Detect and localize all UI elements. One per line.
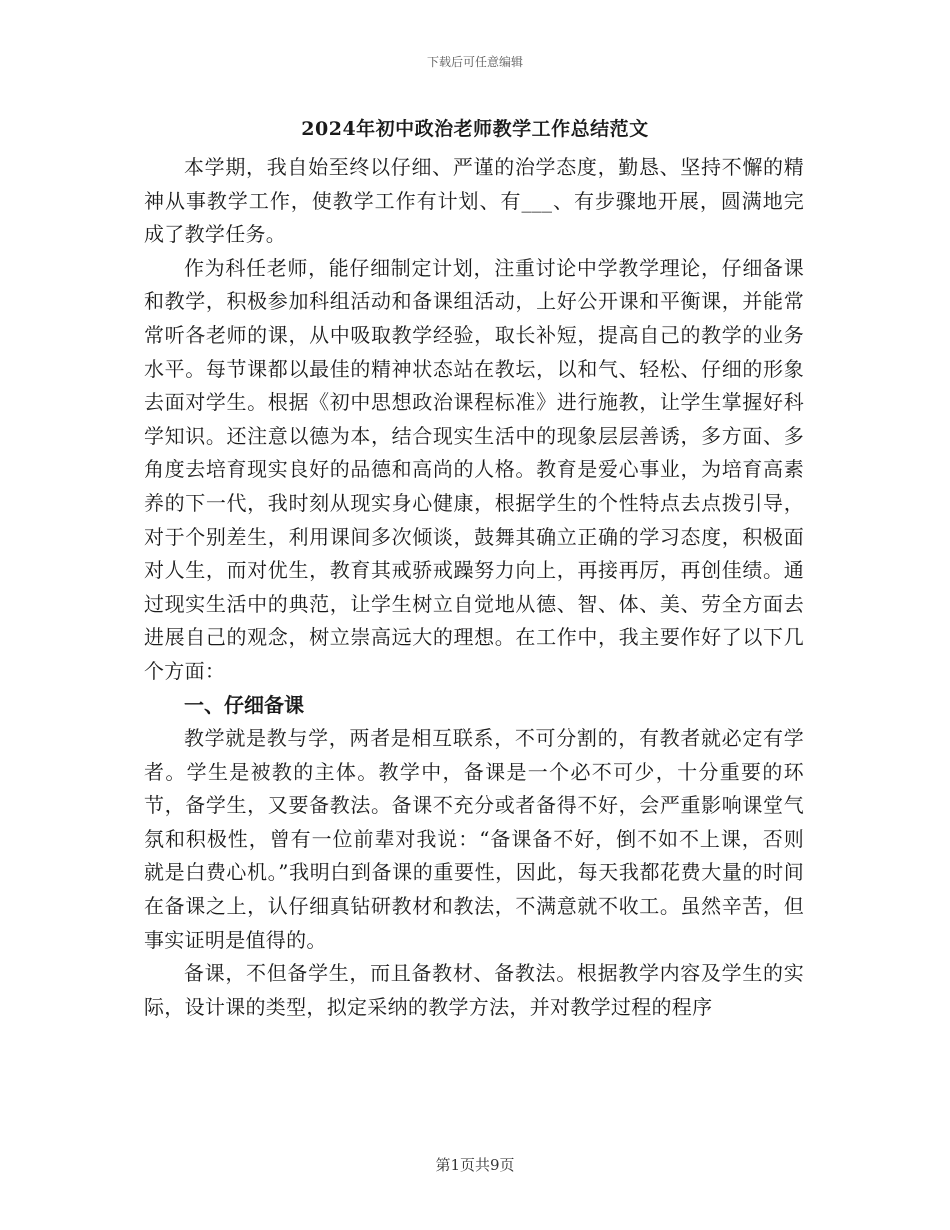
section1-paragraph-2: 备课，不但备学生，而且备教材、备教法。根据教学内容及学生的实际，设计课的类型，拟定采纳的教学方法，并对教学过程的程序 [144,961,804,1019]
document-title: 2024年初中政治老师教学工作总结范文 [301,118,649,140]
section1-paragraph-1: 教学就是教与学，两者是相互联系，不可分割的，有教者就必定有学者。学生是被教的主体。教学中，备课是一个必不可少，十分重要的环节，备学生，又要备教法。备课不充分或者备得不好，会严重影响课堂气氛和积极性，曾有一位前辈对我说：“备课备不好，倒不如不上课，否则就是白费心机。”我明白到备课的重要性，因此，每天我都花费大量的时间在备课之上，认仔细真钻研教材和教法，不满意就不收工。虽然辛苦，但事实证明是值得的。 [144,726,804,952]
page-footer-number: 第1页共9页 [435,1156,515,1174]
section-heading-1: 一、仔细备课 [184,692,304,717]
intro-paragraph-1: 本学期，我自始至终以仔细、严谨的治学态度，勤恳、坚持不懈的精神从事教学工作，使教学工作有计划、有___、有步骤地开展，圆满地完成了教学任务。 [144,155,804,247]
intro-paragraph-2: 作为科任老师，能仔细制定计划，注重讨论中学教学理论，仔细备课和教学，积极参加科组活动和备课组活动，上好公开课和平衡课，并能常常听各老师的课，从中吸取教学经验，取长补短，提高自己的教学的业务水平。每节课都以最佳的精神状态站在教坛，以和气、轻松、仔细的形象去面对学生。根据《初中思想政治课程标准》进行施教，让学生掌握好科学知识。还注意以德为本，结合现实生活中的现象层层善诱，多方面、多角度去培育现实良好的品德和高尚的人格。教育是爱心事业，为培育高素养的下一代，我时刻从现实身心健康，根据学生的个性特点去点拨引导，对于个别差生，利用课间多次倾谈，鼓舞其确立正确的学习态度，积极面对人生，而对优生，教育其戒骄戒躁努力向上，再接再厉，再创佳绩。通过现实生活中的典范，让学生树立自觉地从德、智、体、美、劳全方面去进展自己的观念，树立崇高远大的理想。在工作中，我主要作好了以下几个方面： [144,255,804,683]
document-body [144,151,804,1024]
page-header-note: 下载后可任意编辑 [426,55,523,69]
